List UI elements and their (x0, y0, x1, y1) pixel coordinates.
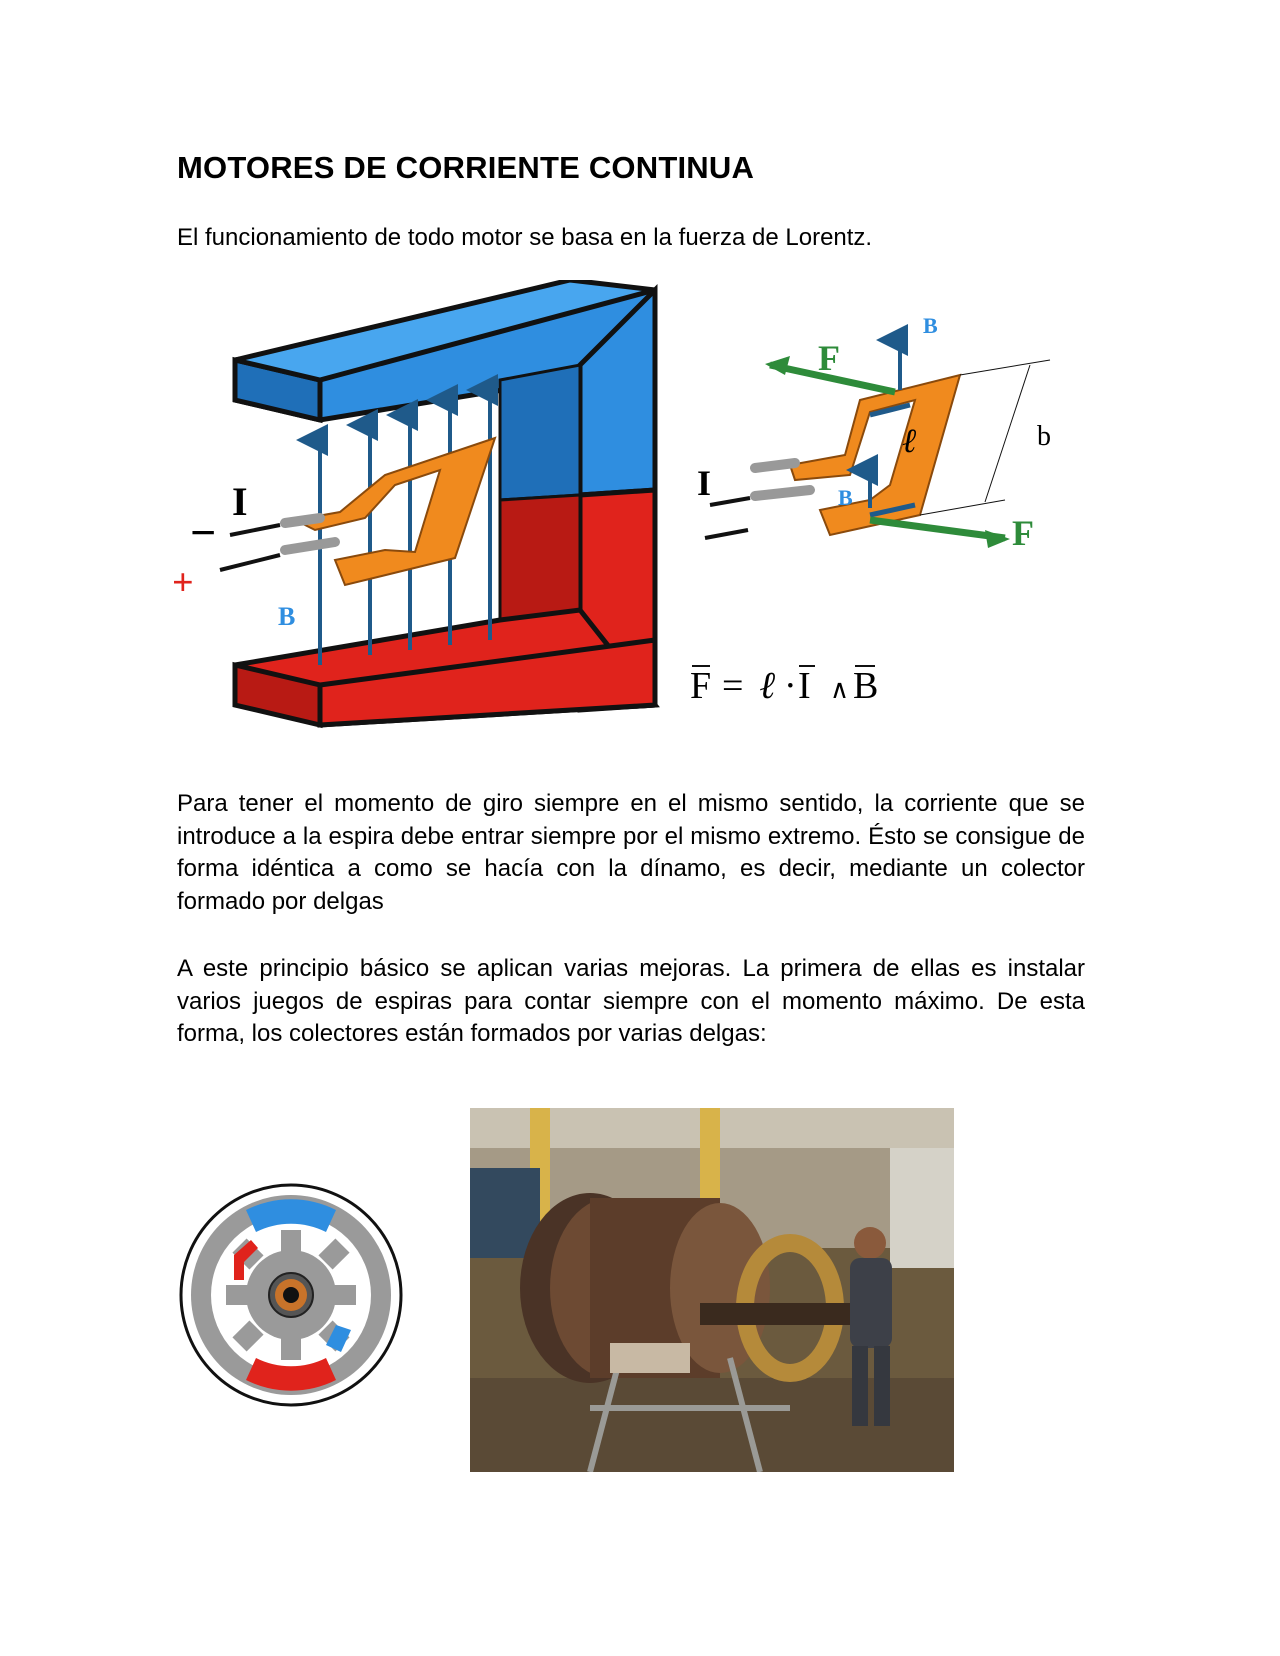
coil-left (285, 438, 495, 585)
force-label-top: F (818, 338, 840, 378)
minus-sign: − (190, 507, 217, 558)
intro-text: El funcionamiento de todo motor se basa en la fuerza de Lorentz. (177, 224, 873, 251)
motor-workshop-photo (470, 1108, 954, 1472)
lorentz-force-diagram (170, 280, 1090, 760)
coil-right (755, 375, 960, 535)
svg-text:ℓ: ℓ (760, 665, 777, 707)
field-label-top: B (923, 313, 938, 338)
svg-text:B: B (853, 665, 879, 707)
lorentz-formula (690, 665, 878, 707)
svg-text:F: F (690, 665, 712, 707)
current-arrow-out (220, 555, 280, 570)
plus-sign: + (172, 562, 194, 604)
length-label: ℓ (902, 423, 917, 460)
force-arrow-bottom (870, 520, 1005, 538)
rotor-cross-section-diagram (176, 1180, 406, 1410)
force-label-bottom: F (1012, 513, 1034, 553)
svg-text:·: · (784, 665, 797, 707)
svg-text:∧: ∧ (830, 675, 850, 704)
page-title: MOTORES DE CORRIENTE CONTINUA (177, 150, 755, 185)
current-label-right: I (697, 463, 712, 503)
current-label-left: I (232, 479, 248, 524)
field-label-left: B (278, 602, 296, 631)
current-arrow-in (230, 525, 280, 535)
field-label-bottom: B (838, 485, 853, 510)
paragraph-collector: Para tener el momento de giro siempre en el mismo sentido, la corriente que se introduce a la espira debe entrar siempre por el mismo extremo. Ésto se consigue de forma idéntica a como se hacía con la dínamo, es decir, mediante un colector formado por delgas (177, 790, 1085, 915)
svg-text:I: I (798, 665, 811, 707)
paragraph-improvements: A este principio básico se aplican varias mejoras. La primera de ellas es instalar varios juegos de espiras para contar siempre con el momento máximo. De esta forma, los colectores están formados por varias delgas: (177, 955, 1085, 1047)
svg-text:=: = (722, 665, 744, 707)
width-label: b (1037, 421, 1051, 452)
